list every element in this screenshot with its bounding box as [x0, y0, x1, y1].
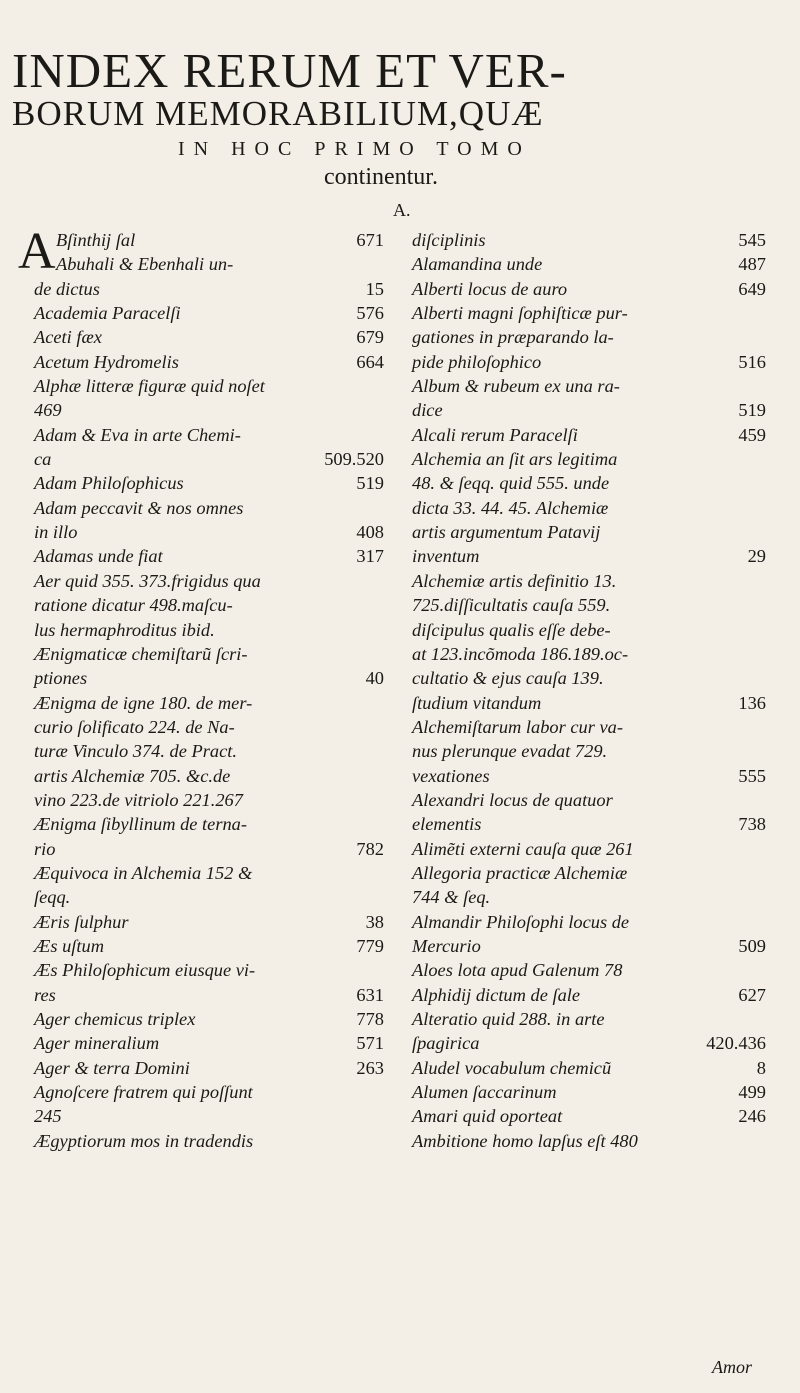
index-entry-page-number: 420.436	[706, 1033, 766, 1054]
index-entry-text: ſeqq.	[34, 887, 71, 908]
index-entry-text: Adam peccavit & nos omnes	[34, 497, 244, 518]
index-entry-page-number: 671	[356, 230, 384, 250]
index-entry	[34, 983, 384, 1007]
index-entry	[412, 471, 766, 495]
index-entry-page-number: 29	[747, 546, 766, 567]
index-entry-text: Album & rubeum ex una ra-	[412, 376, 620, 397]
drop-cap: A	[18, 223, 56, 280]
index-entry-text: 245	[34, 1106, 62, 1127]
index-entry-text: Alchemia an ſit ars legitima	[412, 449, 618, 470]
index-entry	[412, 764, 766, 788]
index-entry	[34, 812, 384, 836]
index-entry	[34, 715, 384, 739]
index-entry-text: 48. & ſeqq. quid 555. unde	[412, 473, 610, 494]
index-entry	[412, 812, 766, 836]
index-entry-text: Alteratio quid 288. in arte	[412, 1009, 605, 1029]
index-entry-text: Adam & Eva in arte Chemi-	[34, 424, 241, 445]
index-entry-page-number: 679	[356, 327, 384, 348]
index-entry	[34, 496, 384, 520]
index-entry	[34, 910, 384, 934]
index-entry	[412, 910, 766, 934]
index-entry-text: Ager & terra Domini	[34, 1057, 190, 1078]
index-entry-page-number: 779	[356, 935, 384, 956]
index-entry-text: Ager mineralium	[34, 1033, 160, 1054]
right-index-column	[412, 228, 766, 1153]
index-entry-text: Almandir Philoſophi locus de	[412, 911, 630, 932]
index-entry-text: Alberti locus de auro	[412, 278, 568, 299]
index-title-line-1: INDEX RERUM ET VER-	[12, 43, 567, 98]
index-entry-text: Alimẽti externi cauſa quæ 261	[412, 838, 634, 859]
index-entry-text: 725.diſſicultatis cauſa 559.	[412, 595, 611, 616]
index-entry-page-number: 627	[738, 984, 766, 1005]
index-entry-text: Alcali rerum Paracelſi	[412, 424, 578, 445]
index-entry-page-number: 38	[365, 911, 384, 932]
index-entry-text: Alamandina unde	[412, 254, 543, 275]
index-entry-text: vino 223.de vitriolo 221.267	[34, 789, 243, 810]
left-index-column	[34, 228, 384, 1153]
index-entry	[34, 885, 384, 909]
index-entry-text: Aer quid 355. 373.frigidus qua	[34, 570, 261, 591]
index-entry-text: Alchemiſtarum labor cur va-	[412, 716, 623, 737]
index-entry	[412, 837, 766, 861]
index-entry-text: elementis	[412, 814, 482, 835]
index-entry-text: in illo	[34, 522, 78, 543]
index-entry-text: pide philoſophico	[412, 351, 542, 372]
index-entry-text: Ægyptiorum mos in tradendis	[34, 1130, 254, 1151]
index-entry-text: Amari quid oporteat	[412, 1106, 563, 1127]
index-entry-text: res	[34, 984, 56, 1005]
index-entry	[412, 788, 766, 812]
index-entry-text: at 123.incõmoda 186.189.oc-	[412, 643, 629, 664]
index-entry-text: Aceti fæx	[34, 327, 102, 348]
index-entry-page-number: 509	[738, 935, 766, 956]
index-entry	[34, 471, 384, 495]
index-entry-text: Ambitione homo lapſus eſt 480	[412, 1130, 638, 1151]
index-entry	[412, 398, 766, 422]
index-entry	[34, 423, 384, 447]
index-entry-text: Allegoria practicæ Alchemiæ	[412, 862, 628, 883]
index-entry-page-number: 631	[356, 984, 384, 1005]
index-entry-page-number: 509.520	[324, 449, 384, 470]
index-entry	[412, 301, 766, 325]
index-entry-text: Æs Philoſophicum eiusque vi-	[34, 960, 256, 981]
index-entry	[412, 544, 766, 568]
index-entry	[412, 691, 766, 715]
index-entry	[412, 861, 766, 885]
index-entry-page-number: 459	[738, 424, 766, 445]
index-entry-text: Ænigmaticæ chemiſtarũ ſcri-	[34, 643, 248, 664]
index-entry	[412, 325, 766, 349]
index-entry	[34, 739, 384, 763]
index-entry	[34, 520, 384, 544]
index-entry	[412, 715, 766, 739]
index-entry	[412, 958, 766, 982]
index-entry-text: diſciplinis	[412, 230, 486, 250]
index-entry-page-number: 519	[356, 473, 384, 494]
index-entry	[412, 252, 766, 276]
index-entry-text: 469	[34, 400, 62, 421]
index-entry	[412, 447, 766, 471]
index-entry-text: nus plerunque evadat 729.	[412, 741, 608, 762]
index-entry	[412, 885, 766, 909]
index-entry-text: Abuhali & Ebenhali un-	[56, 254, 234, 275]
index-entry	[412, 642, 766, 666]
index-title-line-3: IN HOC PRIMO TOMO	[178, 138, 531, 160]
index-entry-text: 744 & ſeq.	[412, 887, 491, 908]
index-entry-page-number: 571	[356, 1033, 384, 1054]
index-entry	[412, 983, 766, 1007]
index-entry	[34, 1080, 384, 1104]
index-entry	[34, 1007, 384, 1031]
index-entry	[412, 1129, 766, 1153]
index-entry	[412, 228, 766, 252]
index-entry-text: curio ſolificato 224. de Na-	[34, 716, 235, 737]
index-entry-text: ptiones	[34, 668, 88, 689]
index-entry	[412, 1104, 766, 1128]
index-entry-text: Alumen ſaccarinum	[412, 1082, 557, 1103]
index-entry	[34, 691, 384, 715]
index-entry-text: Alberti magni ſophiſticæ pur-	[412, 303, 628, 324]
index-entry-text: Agnoſcere fratrem qui poſſunt	[34, 1082, 253, 1103]
index-entry-page-number: 408	[356, 522, 384, 543]
index-entry	[34, 569, 384, 593]
index-entry	[34, 788, 384, 812]
index-entry-text: ca	[34, 449, 52, 470]
index-entry-text: Aludel vocabulum chemicũ	[412, 1057, 612, 1078]
index-entry	[412, 1007, 766, 1031]
index-entry-text: lus hermaphroditus ibid.	[34, 619, 215, 640]
index-entry-text: ratione dicatur 498.maſcu-	[34, 595, 233, 616]
index-entry-page-number: 263	[356, 1057, 384, 1078]
index-entry-text: turæ Vinculo 374. de Pract.	[34, 741, 237, 762]
index-entry-text: Aloes lota apud Galenum 78	[412, 960, 623, 981]
index-title-line-2: BORUM MEMORABILIUM,QUÆ	[12, 94, 544, 133]
index-entry	[412, 569, 766, 593]
index-entry-text: Alphæ litteræ figuræ quid noſet	[34, 376, 265, 397]
index-entry-page-number: 738	[738, 814, 766, 835]
index-entry-page-number: 516	[738, 351, 766, 372]
index-entry-text: vexationes	[412, 765, 490, 786]
index-entry-text: ſtudium vitandum	[412, 692, 542, 713]
index-entry	[412, 1056, 766, 1080]
index-entry	[34, 228, 384, 252]
index-entry	[34, 447, 384, 471]
index-entry-text: de dictus	[34, 278, 100, 299]
index-entry	[34, 666, 384, 690]
index-entry-page-number: 576	[356, 303, 384, 324]
index-entry-page-number: 499	[738, 1082, 766, 1103]
index-entry-page-number: 649	[738, 278, 766, 299]
index-entry-text: cultatio & ejus cauſa 139.	[412, 668, 604, 689]
index-entry	[34, 837, 384, 861]
index-entry	[412, 593, 766, 617]
index-entry-page-number: 15	[365, 278, 384, 299]
index-entry	[34, 398, 384, 422]
index-entry-text: artis Alchemiæ 705. &c.de	[34, 765, 231, 786]
index-entry-text: Alexandri locus de quatuor	[412, 789, 613, 810]
index-entry	[34, 1031, 384, 1055]
index-entry	[412, 350, 766, 374]
index-entry	[412, 277, 766, 301]
index-entry	[34, 544, 384, 568]
index-entry	[34, 861, 384, 885]
index-entry-text: Ager chemicus triplex	[34, 1009, 196, 1029]
index-entry	[412, 1031, 766, 1055]
index-entry-text: inventum	[412, 546, 480, 567]
index-entry-page-number: 136	[738, 692, 766, 713]
index-entry-page-number: 246	[738, 1106, 766, 1127]
index-entry-text: Alphidij dictum de ſale	[412, 984, 581, 1005]
index-entry-text: Ænigma ſibyllinum de terna-	[34, 814, 248, 835]
index-entry-text: Acetum Hydromelis	[34, 351, 179, 372]
index-entry-text: Æs uſtum	[34, 935, 104, 956]
index-entry-page-number: 317	[356, 546, 384, 567]
index-entry	[34, 593, 384, 617]
index-entry-text: dicta 33. 44. 45. Alchemiæ	[412, 497, 609, 518]
index-entry	[34, 958, 384, 982]
index-entry	[34, 642, 384, 666]
index-entry	[412, 618, 766, 642]
index-entry	[412, 423, 766, 447]
index-entry-page-number: 487	[738, 254, 766, 275]
index-entry	[412, 374, 766, 398]
index-entry	[412, 934, 766, 958]
index-entry-page-number: 40	[365, 668, 384, 689]
index-entry-page-number: 555	[738, 765, 766, 786]
index-entry-text: Ænigma de igne 180. de mer-	[34, 692, 253, 713]
index-entry	[34, 325, 384, 349]
index-entry	[34, 764, 384, 788]
index-entry-text: rio	[34, 838, 56, 859]
index-entry	[412, 739, 766, 763]
index-entry-text: Adam Philoſophicus	[34, 473, 184, 494]
index-entry-text: artis argumentum Patavij	[412, 522, 601, 543]
index-entry-page-number: 778	[356, 1009, 384, 1029]
index-entry	[34, 934, 384, 958]
index-entry-text: Æris ſulphur	[34, 911, 129, 932]
index-entry	[34, 252, 384, 276]
index-entry-text: ſpagirica	[412, 1033, 480, 1054]
section-letter: A.	[393, 200, 411, 220]
index-entry	[34, 350, 384, 374]
index-entry	[412, 666, 766, 690]
index-entry	[412, 1080, 766, 1104]
index-entry	[34, 374, 384, 398]
index-entry-page-number: 519	[738, 400, 766, 421]
index-entry-text: Alchemiæ artis definitio 13.	[412, 570, 617, 591]
index-entry	[412, 520, 766, 544]
catchword: Amor	[712, 1357, 752, 1377]
index-entry	[34, 618, 384, 642]
index-entry	[34, 1104, 384, 1128]
index-entry-page-number: 782	[356, 838, 384, 859]
index-entry	[34, 1129, 384, 1153]
index-entry	[412, 496, 766, 520]
index-entry	[34, 1056, 384, 1080]
index-entry-text: Academia Paracelſi	[34, 303, 181, 324]
index-entry-text: diſcipulus qualis eſſe debe-	[412, 619, 611, 640]
index-entry-page-number: 8	[756, 1057, 766, 1078]
index-entry-text: Adamas unde fiat	[34, 546, 163, 567]
index-entry-text: Æquivoca in Alchemia 152 &	[34, 862, 253, 883]
index-entry	[34, 301, 384, 325]
index-entry	[34, 277, 384, 301]
index-entry-text: Mercurio	[412, 935, 481, 956]
index-entry-page-number: 664	[356, 351, 384, 372]
index-entry-text: gationes in præparando la-	[412, 327, 614, 348]
index-entry-text: dice	[412, 400, 443, 421]
index-title-line-4: continentur.	[324, 164, 438, 190]
index-entry-page-number: 545	[738, 230, 766, 250]
index-entry-text: Bſinthij ſal	[56, 230, 136, 250]
